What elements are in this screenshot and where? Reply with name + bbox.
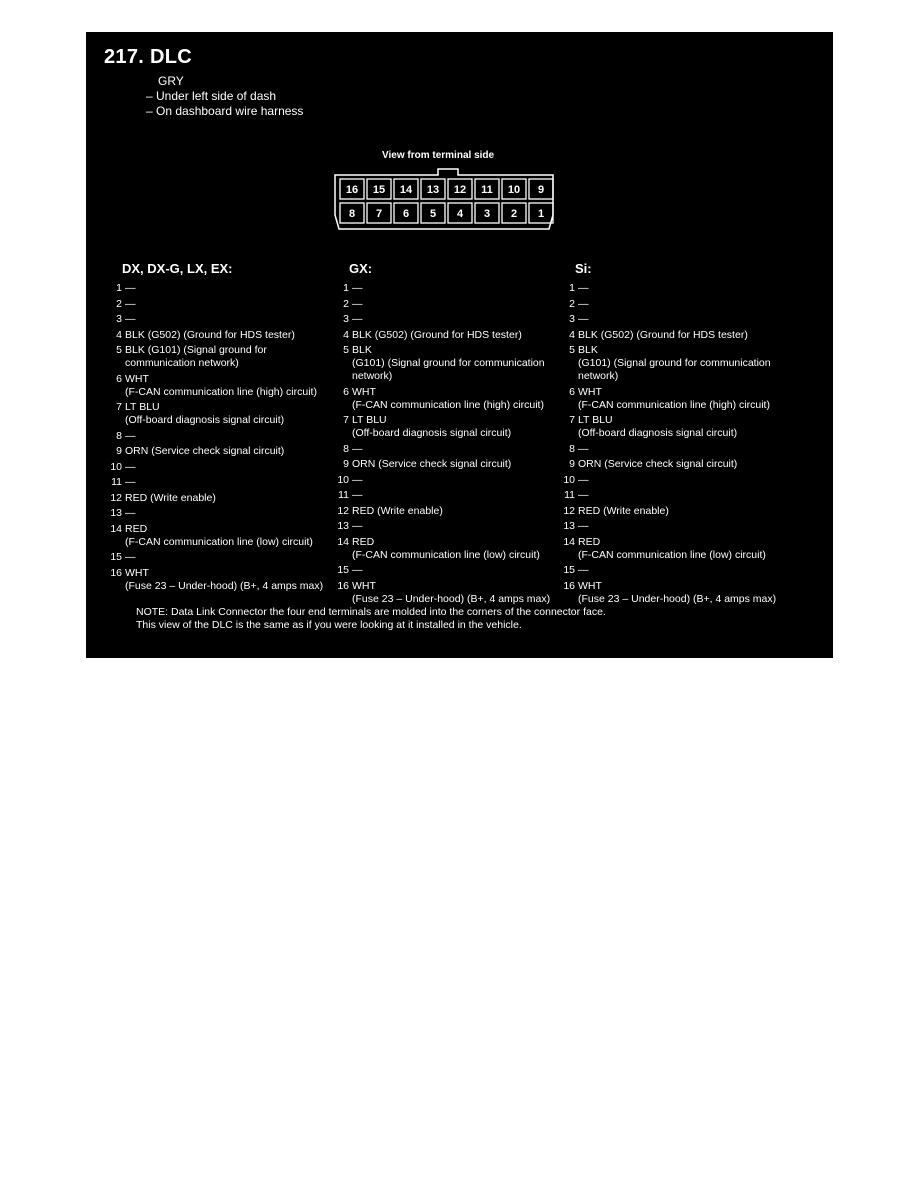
terminal-number: 2	[510, 208, 518, 220]
pin-description-line: LT BLU	[352, 414, 387, 426]
pin-description-line: —	[125, 476, 136, 488]
pin-description-line: (F-CAN communication line (low) circuit)	[352, 548, 540, 561]
pin-description-line: —	[578, 442, 589, 455]
pin-row	[109, 567, 334, 593]
view-label: View from terminal side	[382, 150, 495, 161]
pin-description	[575, 505, 787, 518]
pin-description-line: RED	[125, 522, 148, 535]
pin-description	[349, 313, 561, 326]
pin-description-line: —	[578, 297, 589, 310]
pin-description-line: —	[578, 473, 589, 486]
terminal-number: 10	[507, 184, 521, 196]
pin-number: 3	[343, 313, 349, 325]
pin-row	[562, 344, 787, 383]
pin-description-line: RED	[352, 535, 375, 548]
pin-description	[122, 476, 334, 489]
note-line-2: This view of the DLC is the same as if you were looking at it installed in the vehicle.	[136, 619, 522, 631]
column-heading: Si:	[575, 261, 592, 276]
pin-description	[122, 445, 334, 458]
pin-description	[122, 567, 334, 593]
pin-description-line: —	[125, 460, 136, 473]
pin-description-line: RED (Write enable)	[125, 491, 216, 504]
pin-number: 1	[116, 282, 122, 294]
pin-row	[109, 492, 334, 505]
pin-row	[109, 523, 334, 549]
column-heading: GX:	[349, 261, 373, 276]
pin-number: 4	[116, 328, 122, 341]
pin-description	[122, 298, 334, 311]
pin-description	[122, 507, 334, 520]
pin-number: 11	[111, 476, 122, 488]
pin-number: 11	[564, 489, 575, 501]
pin-number: 16	[563, 579, 575, 592]
pin-row	[336, 474, 561, 487]
column-si	[562, 262, 787, 608]
pin-row	[336, 313, 561, 326]
terminal-number: 12	[453, 184, 467, 196]
pin-number: 14	[563, 535, 575, 548]
pin-description	[349, 536, 561, 562]
connector-info	[146, 74, 303, 119]
pin-description-line: network)	[578, 370, 619, 382]
pin-number: 7	[343, 414, 349, 426]
column-dx	[109, 262, 334, 595]
pin-row	[336, 489, 561, 502]
pin-description-line: (F-CAN communication line (low) circuit)	[578, 548, 766, 561]
pin-description-line: BLK (G502) (Ground for HDS tester)	[578, 328, 748, 341]
terminal-number: 6	[402, 208, 410, 220]
pin-row	[336, 329, 561, 342]
pin-description-line: —	[352, 473, 363, 486]
pin-description-line: LT BLU	[578, 414, 613, 426]
pin-row	[109, 401, 334, 427]
pin-row	[336, 344, 561, 383]
pin-row	[562, 580, 787, 606]
pin-description	[575, 458, 787, 471]
pin-description-line: BLK (G502) (Ground for HDS tester)	[352, 328, 522, 341]
pin-row	[336, 282, 561, 295]
pin-description-line: (Off-board diagnosis signal circuit)	[578, 427, 738, 439]
terminal-number: 11	[481, 184, 493, 196]
pin-description	[575, 474, 787, 487]
pin-description-line: communication network)	[125, 357, 239, 369]
pin-description-line: —	[125, 313, 136, 325]
pin-description-line: (G101) (Signal ground for communication	[578, 357, 771, 369]
pin-row	[562, 474, 787, 487]
pin-description-line: WHT	[578, 385, 602, 398]
terminal-number: 16	[345, 184, 359, 196]
pin-number: 10	[563, 473, 575, 486]
pin-description	[575, 414, 787, 440]
pin-description-line: —	[578, 313, 589, 325]
pin-description	[122, 329, 334, 342]
pin-description	[349, 344, 561, 383]
pin-description	[575, 536, 787, 562]
pin-description	[575, 329, 787, 342]
pin-description	[349, 505, 561, 518]
pin-row	[562, 520, 787, 533]
pin-row	[336, 443, 561, 456]
pin-row	[336, 580, 561, 606]
pin-number: 5	[343, 344, 349, 356]
column-gx	[336, 262, 561, 608]
pin-number: 2	[343, 297, 349, 310]
pin-description-line: RED (Write enable)	[578, 504, 669, 517]
pin-description-line: —	[125, 297, 136, 310]
terminal-number: 4	[456, 208, 464, 220]
pin-number: 2	[569, 297, 575, 310]
pin-row	[562, 443, 787, 456]
pin-description	[122, 551, 334, 564]
pin-row	[562, 298, 787, 311]
pin-description-line: BLK (G101) (Signal ground for	[125, 344, 267, 356]
pin-row	[109, 344, 334, 370]
pin-number: 6	[343, 385, 349, 398]
pin-row	[562, 386, 787, 412]
pin-description-line: WHT	[125, 372, 149, 385]
pin-number: 14	[337, 535, 349, 548]
terminal-number: 5	[429, 208, 437, 220]
pin-number: 5	[569, 344, 575, 356]
pin-row	[562, 282, 787, 295]
pin-row	[336, 564, 561, 577]
pin-number: 4	[569, 328, 575, 341]
pin-description	[349, 458, 561, 471]
pin-number: 4	[343, 328, 349, 341]
pin-description	[349, 282, 561, 295]
pin-description-line: —	[352, 520, 363, 532]
terminal-number: 1	[537, 208, 545, 220]
pin-number: 9	[116, 445, 122, 457]
pin-description-line: (Fuse 23 – Under-hood) (B+, 4 amps max)	[578, 592, 777, 605]
connector-harness: – On dashboard wire harness	[146, 104, 304, 118]
pin-row	[336, 536, 561, 562]
pin-description	[575, 580, 787, 606]
pin-description	[575, 520, 787, 533]
terminal-number: 14	[399, 184, 413, 196]
note	[136, 606, 606, 632]
pin-number: 15	[563, 564, 575, 576]
pin-description	[575, 298, 787, 311]
pin-number: 6	[569, 385, 575, 398]
pin-row	[562, 313, 787, 326]
pin-description	[575, 443, 787, 456]
pin-description-line: —	[125, 507, 136, 519]
pin-description-line: WHT	[352, 579, 376, 592]
pin-description	[575, 564, 787, 577]
pin-description	[349, 580, 561, 606]
pin-number: 13	[563, 520, 575, 532]
pin-description-line: RED	[578, 535, 601, 548]
pin-row	[109, 373, 334, 399]
pin-description	[349, 298, 561, 311]
pin-description	[575, 282, 787, 295]
pin-description-line: —	[578, 520, 589, 532]
pin-description-line: WHT	[578, 579, 602, 592]
terminal-number: 13	[426, 184, 440, 196]
pin-row	[562, 414, 787, 440]
pin-row	[109, 461, 334, 474]
pin-description-line: —	[125, 551, 136, 563]
note-line-1: NOTE: Data Link Connector the four end terminals are molded into the corners of the connector face.	[136, 606, 606, 618]
pin-description-line: ORN (Service check signal circuit)	[578, 458, 738, 470]
pin-description-line: —	[578, 282, 589, 294]
pin-number: 3	[569, 313, 575, 325]
pin-row	[336, 458, 561, 471]
pin-description	[349, 564, 561, 577]
pin-number: 2	[116, 297, 122, 310]
terminal-number: 8	[348, 208, 356, 220]
pin-description	[349, 520, 561, 533]
pin-description-line: —	[578, 489, 589, 501]
pin-description-line: —	[125, 282, 136, 294]
terminal-number: 3	[483, 208, 491, 220]
pin-row	[336, 520, 561, 533]
pin-row	[336, 505, 561, 518]
pin-number: 9	[343, 458, 349, 470]
connector-color: GRY	[158, 74, 184, 88]
pin-row	[109, 298, 334, 311]
pin-description	[122, 461, 334, 474]
pin-number: 8	[569, 442, 575, 455]
pin-description	[122, 430, 334, 443]
diagram-panel	[86, 32, 833, 658]
pin-description-line: (Fuse 23 – Under-hood) (B+, 4 amps max)	[125, 579, 324, 592]
pin-description-line: ORN (Service check signal circuit)	[352, 458, 512, 470]
pin-row	[336, 386, 561, 412]
pin-row	[562, 505, 787, 518]
terminal-number: 9	[537, 184, 545, 196]
pin-description	[575, 344, 787, 383]
pin-number: 15	[337, 564, 349, 576]
pin-description-line: (F-CAN communication line (high) circuit)	[578, 398, 770, 411]
terminal-number: 7	[375, 208, 383, 220]
pin-description	[122, 282, 334, 295]
dlc-connector	[331, 167, 561, 232]
pin-description-line: network)	[352, 370, 393, 382]
pin-description-line: (F-CAN communication line (high) circuit)	[352, 398, 544, 411]
pin-number: 1	[343, 282, 349, 294]
pin-row	[562, 564, 787, 577]
pin-description	[349, 414, 561, 440]
pin-description	[122, 523, 334, 549]
pin-row	[109, 507, 334, 520]
pin-description-line: —	[578, 564, 589, 576]
pin-number: 7	[569, 414, 575, 426]
pin-description-line: —	[352, 442, 363, 455]
pin-description-line: (F-CAN communication line (high) circuit)	[125, 385, 317, 398]
pin-description	[349, 443, 561, 456]
pin-number: 12	[337, 504, 349, 517]
pin-description-line: —	[352, 313, 363, 325]
pin-row	[109, 313, 334, 326]
pin-row	[562, 489, 787, 502]
pin-row	[562, 536, 787, 562]
pin-description-line: BLK	[578, 344, 598, 356]
column-heading: DX, DX-G, LX, EX:	[122, 261, 233, 276]
pin-number: 10	[110, 460, 122, 473]
pin-number: 3	[116, 313, 122, 325]
pin-row	[336, 414, 561, 440]
pin-number: 8	[343, 442, 349, 455]
pin-number: 16	[110, 566, 122, 579]
pin-number: 7	[116, 401, 122, 413]
pin-row	[109, 282, 334, 295]
pin-row	[336, 298, 561, 311]
pin-description-line: —	[352, 282, 363, 294]
pin-description-line: (Fuse 23 – Under-hood) (B+, 4 amps max)	[352, 592, 551, 605]
pin-number: 10	[337, 473, 349, 486]
pin-description	[349, 329, 561, 342]
pin-description	[575, 313, 787, 326]
pin-description	[122, 401, 334, 427]
pin-description-line: (Off-board diagnosis signal circuit)	[352, 427, 512, 439]
pin-number: 6	[116, 372, 122, 385]
pin-row	[109, 551, 334, 564]
pin-description	[349, 386, 561, 412]
pin-number: 5	[116, 344, 122, 356]
pin-number: 14	[110, 522, 122, 535]
pin-description-line: (Off-board diagnosis signal circuit)	[125, 414, 285, 426]
pin-number: 8	[116, 429, 122, 442]
pin-number: 13	[110, 507, 122, 519]
pin-row	[109, 476, 334, 489]
pin-description	[122, 344, 334, 370]
pin-description	[122, 492, 334, 505]
pin-description-line: (G101) (Signal ground for communication	[352, 357, 545, 369]
terminal-number: 15	[372, 184, 386, 196]
pin-description-line: ORN (Service check signal circuit)	[125, 445, 285, 457]
pin-description-line: —	[352, 297, 363, 310]
pin-number: 12	[110, 491, 122, 504]
pin-number: 16	[337, 579, 349, 592]
pin-description-line: (F-CAN communication line (low) circuit)	[125, 535, 313, 548]
pin-description	[349, 474, 561, 487]
pin-number: 15	[110, 551, 122, 563]
pin-description-line: —	[125, 429, 136, 442]
pin-number: 11	[338, 489, 349, 501]
pin-description	[575, 386, 787, 412]
pin-row	[562, 458, 787, 471]
pin-number: 12	[563, 504, 575, 517]
diagram-title: 217. DLC	[104, 46, 192, 68]
pin-description-line: BLK (G502) (Ground for HDS tester)	[125, 328, 295, 341]
pin-description	[122, 373, 334, 399]
pin-description	[122, 313, 334, 326]
pin-row	[109, 329, 334, 342]
pin-number: 9	[569, 458, 575, 470]
pin-row	[109, 430, 334, 443]
connector-location: – Under left side of dash	[146, 89, 277, 103]
pin-description	[575, 489, 787, 502]
pin-description-line: RED (Write enable)	[352, 504, 443, 517]
pin-row	[562, 329, 787, 342]
pin-description-line: —	[352, 489, 363, 501]
pin-description-line: WHT	[352, 385, 376, 398]
pin-description-line: WHT	[125, 566, 149, 579]
pin-description-line: BLK	[352, 344, 372, 356]
pin-description-line: LT BLU	[125, 401, 160, 413]
pin-number: 1	[569, 282, 575, 294]
pin-description	[349, 489, 561, 502]
pin-description-line: —	[352, 564, 363, 576]
pin-row	[109, 445, 334, 458]
pin-number: 13	[337, 520, 349, 532]
